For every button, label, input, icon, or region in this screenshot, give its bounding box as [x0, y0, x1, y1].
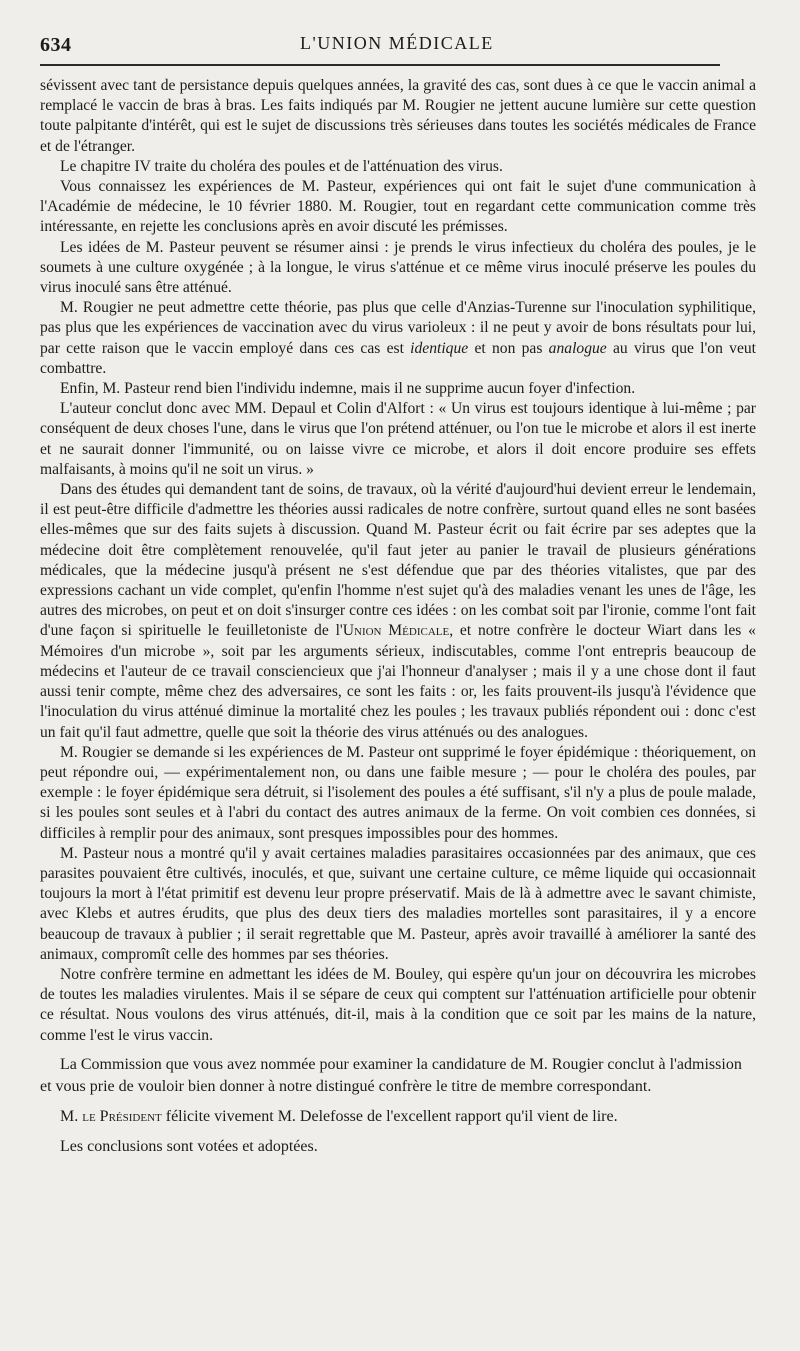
text-run: et non pas — [468, 339, 549, 357]
president-remark — [40, 1106, 756, 1128]
body-text — [40, 76, 756, 1046]
emphasis-identique: identique — [410, 339, 469, 357]
paragraph: M. Rougier se demande si les expériences de M. Pasteur ont supprimé le foyer épidémique : théoriquement, on peut répondre oui, — expérimentalement non, ou dans une faible mesure ; — pour le choléra des poules, par exemple : le foyer épidémique sera détruit, si l'isolement des poules a été suffisant, s'il n'y a plus de poule malade, si les poules sont seules et à l'abri du contact des autres animaux de la ferme. On voit combien ces données, si difficiles à remplir pour des animaux, sont presques impossibles pour des hommes. — [40, 743, 756, 842]
commission-conclusion: La Commission que vous avez nommée pour examiner la candidature de M. Rougier conclut à l'admission et vous prie de vouloir bien donner à notre distingué confrère le titre de membre correspondant. — [40, 1055, 742, 1095]
text-run: , et notre confrère le docteur Wiart dans les « Mémoires d'un microbe », soit par les arguments sérieux, indiscutables, comme l'ont entrepris beaucoup de médecins et l'auteur de ce travail consciencieux que j'ai l'honneur d'analyser ; mais il y a une chose dont il faut aussi tenir compte, même chez des adversaires, ce sont les faits : or, les faits prouvent-ils jusqu'à l'évidence que l'inoculation du virus atténué diminue la mortalité chez les poules ; les travaux publiés répondent oui : donc c'est un fait qu'il faut admettre, quelle que soit la théorie des virus atténués ou des analogues. — [40, 622, 756, 741]
journal-name: Union Médicale — [342, 622, 450, 640]
text-run: Dans des études qui demandent tant de soins, de travaux, où la vérité d'aujourd'hui devient erreur le lendemain, il est peut-être difficile d'admettre les théories aussi radicales de notre confrère, surtout quand elles ne sont basées elles-mêmes que sur des faits sujets à discussion. Quand M. Pasteur écrit ou fait écrire par ses adeptes que la médecine doit être complètement renouvelée, qu'il faut jeter au panier le travail de plusieurs générations médicales, que la médecine jusqu'à présent ne s'est défendue que par des théories vitalistes, que par des expressions cachant un vide complet, qu'enfin l'homme n'est sujet qu'à des maladies venant les unes de l'âge, les autres des microbes, on peut et on doit s'insurger contre ces idées : on les combat soit par l'ironie, comme l'ont fait d'une façon si spirituelle le feuilletoniste de l' — [40, 481, 756, 640]
paragraph: Le chapitre IV traite du choléra des poules et de l'atténuation des virus. — [60, 157, 503, 175]
text-run: M. Rougier ne peut admettre cette théorie, pas plus que celle d'Anzias-Turenne sur l'inoculation syphilitique, pas plus que les expériences de vaccination avec du virus varioleux : il ne peut y avoir de bons résultats pour lui, par cette raison que le vaccin employé dans ces cas est — [40, 299, 756, 357]
text-run: félicite vivement M. Delefosse de l'excellent rapport qu'il vient de lire. — [161, 1107, 618, 1125]
emphasis-analogue: analogue — [548, 339, 607, 357]
page-number: 634 — [40, 34, 72, 56]
paragraph-quote: L'auteur conclut donc avec MM. Depaul et Colin d'Alfort : « Un virus est toujours identique à lui-même ; par conséquent de deux choses l'une, dans le virus que l'on prétend atténuer, ou l'on tue le microbe et alors il est inerte et ne saurait donner l'immunité, ou on laisse vivre ce microbe, et alors il doit encore produire ses effets malfaisants, à moins qu'il ne soit un virus. » — [40, 400, 756, 478]
paragraph: Les idées de M. Pasteur peuvent se résumer ainsi : je prends le virus infectieux du choléra des poules, je le soumets à une culture oxygénée ; à la longue, le virus s'atténue et ce même virus inoculé préserve les poules du virus inoculé sans être atténué. — [40, 238, 756, 297]
paragraph-rougier — [40, 298, 756, 379]
text-run: au virus que l'on veut combattre. — [40, 339, 757, 377]
page-header — [40, 30, 756, 56]
conclusions-adopted: Les conclusions sont votées et adoptées. — [60, 1137, 318, 1155]
closing-section — [40, 1054, 756, 1158]
paragraph: sévissent avec tant de persistance depuis quelques années, la gravité des cas, sont dues à ce que le vaccin animal a remplacé le vaccin de bras à bras. Les faits indiqués par M. Rougier ne jettent aucune lumière sur cette question toute palpitante d'intérêt, qui est le sujet de discussions très sérieuses dans toutes les sociétés médicales de France et de l'étranger. — [40, 77, 756, 155]
president-title: M. le Président — [60, 1107, 162, 1125]
paragraph: M. Pasteur nous a montré qu'il y avait certaines maladies parasitaires occasionnées par des animaux, que ces parasites pouvaient être cultivés, inoculés, et que, suivant une certaine culture, ce même liquide qui occasionnait toujours la mort à l'état primitif est devenu leur propre préservatif. Mais de là à admettre avec le savant chimiste, avec Klebs et autres érudits, que plus des deux tiers des maladies mortelles sont parasitaires, il y a encore beaucoup de travaux à publier ; il serait regrettable que M. Pasteur, après avoir travaillé à améliorer la santé des animaux, compromît celle des hommes par ses théories. — [40, 844, 756, 963]
paragraph: Vous connaissez les expériences de M. Pasteur, expériences qui ont fait le sujet d'une communication à l'Académie de médecine, le 10 février 1880. M. Rougier, tout en regardant cette communication comme très intéressante, en rejette les conclusions après en avoir discuté les prémisses. — [40, 178, 756, 236]
paragraph-etudes — [40, 480, 756, 743]
paragraph: Enfin, M. Pasteur rend bien l'individu indemne, mais il ne supprime aucun foyer d'infection. — [60, 380, 636, 398]
paragraph: Notre confrère termine en admettant les idées de M. Bouley, qui espère qu'un jour on découvrira les microbes de toutes les maladies virulentes. Mais il se sépare de ceux qui comptent sur l'atténuation artificielle pour obtenir ce résultat. Nous voulons des virus atténués, dit-il, mais à la condition que ce soit par les mains de la nature, comme l'est le virus vaccin. — [40, 965, 756, 1044]
header-rule — [40, 64, 720, 66]
running-title: L'UNION MÉDICALE — [300, 33, 494, 53]
